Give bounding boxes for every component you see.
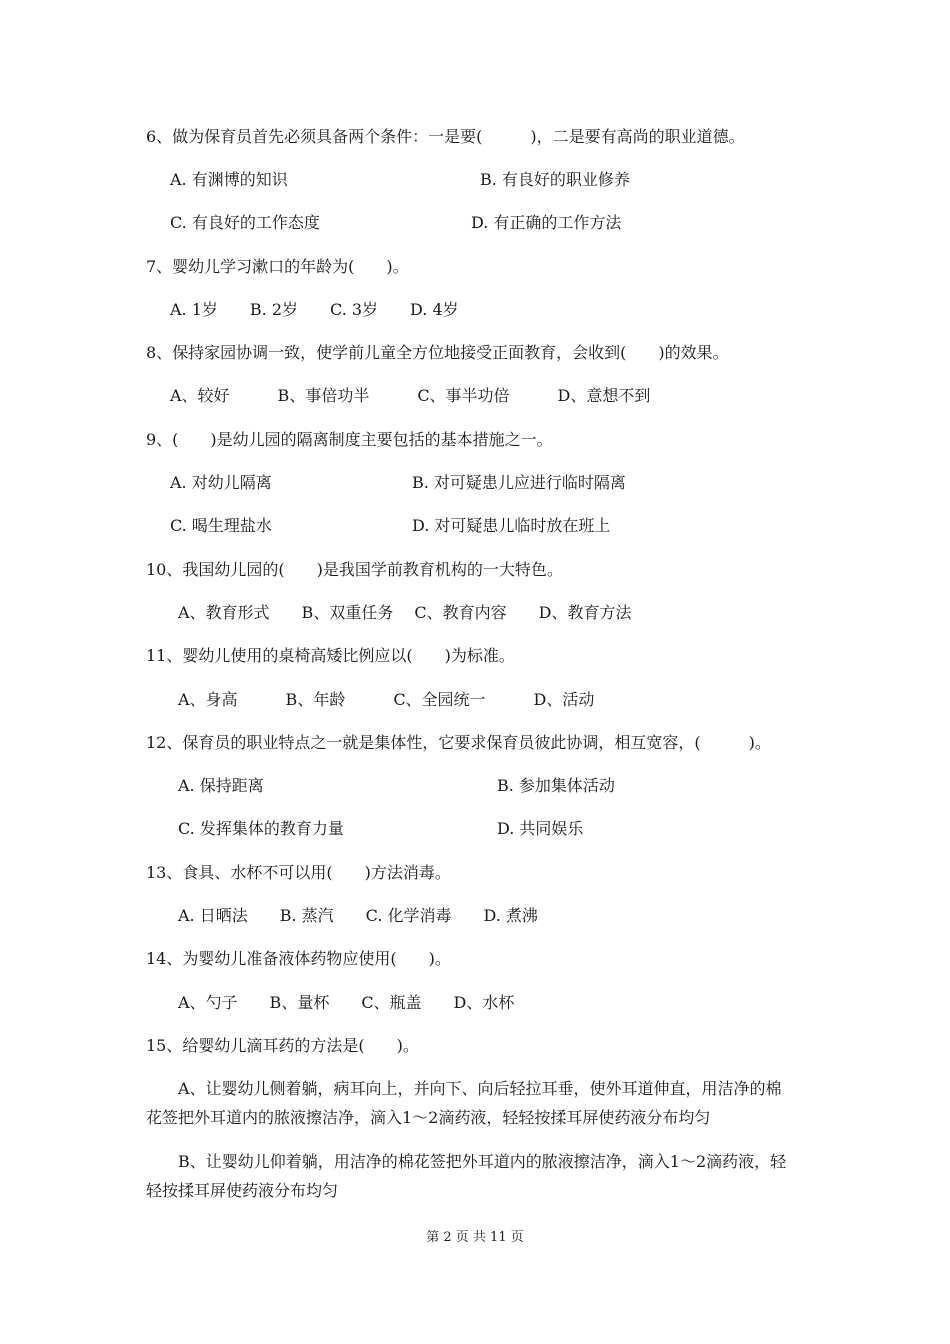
page-footer: 第 2 页 共 11 页 bbox=[426, 1230, 524, 1245]
question-7-stem: 7、婴幼儿学习漱口的年龄为( )。 bbox=[146, 257, 409, 276]
question-13-options: A. 日晒法 B. 蒸汽 C. 化学消毒 D. 煮沸 bbox=[178, 906, 538, 925]
question-9-option-c: C. 喝生理盐水 bbox=[170, 516, 272, 535]
question-6-option-d: D. 有正确的工作方法 bbox=[471, 213, 622, 232]
question-9-option-a: A. 对幼儿隔离 bbox=[170, 473, 272, 492]
question-12-stem: 12、保育员的职业特点之一就是集体性，它要求保育员彼此协调，相互宽容，( )。 bbox=[146, 733, 771, 752]
question-6-stem: 6、做为保育员首先必须具备两个条件：一是要( )，二是要有高尚的职业道德。 bbox=[146, 127, 745, 146]
question-14-options: A、勺子 B、量杯 C、瓶盖 D、水杯 bbox=[178, 993, 515, 1012]
question-15-stem: 15、给婴幼儿滴耳药的方法是( )。 bbox=[146, 1036, 419, 1055]
question-15-option-b-line-2: 轻按揉耳屏使药液分布均匀 bbox=[146, 1181, 339, 1200]
question-8-stem: 8、保持家园协调一致，使学前儿童全方位地接受正面教育，会收到( )的效果。 bbox=[146, 343, 729, 362]
question-6-option-b: B. 有良好的职业修养 bbox=[480, 170, 630, 189]
question-12-option-b: B. 参加集体活动 bbox=[497, 776, 615, 795]
question-6-option-a: A. 有渊博的知识 bbox=[170, 170, 288, 189]
question-9-option-d: D. 对可疑患儿临时放在班上 bbox=[412, 516, 611, 535]
question-15-option-a-line-1: A、让婴幼儿侧着躺，病耳向上，并向下、向后轻拉耳垂，使外耳道伸直，用洁净的棉 bbox=[178, 1079, 782, 1098]
question-11-stem: 11、婴幼儿使用的桌椅高矮比例应以( )为标准。 bbox=[146, 646, 515, 665]
question-7-options: A. 1岁 B. 2岁 C. 3岁 D. 4岁 bbox=[170, 300, 459, 319]
question-10-options: A、教育形式 B、双重任务 C、教育内容 D、教育方法 bbox=[178, 603, 632, 622]
question-8-options: A、较好 B、事倍功半 C、事半功倍 D、意想不到 bbox=[170, 386, 651, 405]
question-12-option-a: A. 保持距离 bbox=[178, 776, 264, 795]
question-15-option-a-line-2: 花签把外耳道内的脓液擦洁净，滴入1～2滴药液，轻轻按揉耳屏使药液分布均匀 bbox=[146, 1108, 711, 1127]
question-12-option-c: C. 发挥集体的教育力量 bbox=[178, 819, 344, 838]
question-12-option-d: D. 共同娱乐 bbox=[497, 819, 584, 838]
question-11-options: A、身高 B、年龄 C、全园统一 D、活动 bbox=[178, 690, 595, 709]
question-9-option-b: B. 对可疑患儿应进行临时隔离 bbox=[412, 473, 626, 492]
question-9-stem: 9、( )是幼儿园的隔离制度主要包括的基本措施之一。 bbox=[146, 430, 553, 449]
question-15-option-b-line-1: B、让婴幼儿仰着躺，用洁净的棉花签把外耳道内的脓液擦洁净，滴入1～2滴药液，轻 bbox=[178, 1152, 787, 1171]
question-10-stem: 10、我国幼儿园的( )是我国学前教育机构的一大特色。 bbox=[146, 560, 563, 579]
question-14-stem: 14、为婴幼儿准备液体药物应使用( )。 bbox=[146, 949, 451, 968]
question-13-stem: 13、食具、水杯不可以用( )方法消毒。 bbox=[146, 863, 451, 882]
question-6-option-c: C. 有良好的工作态度 bbox=[170, 213, 320, 232]
